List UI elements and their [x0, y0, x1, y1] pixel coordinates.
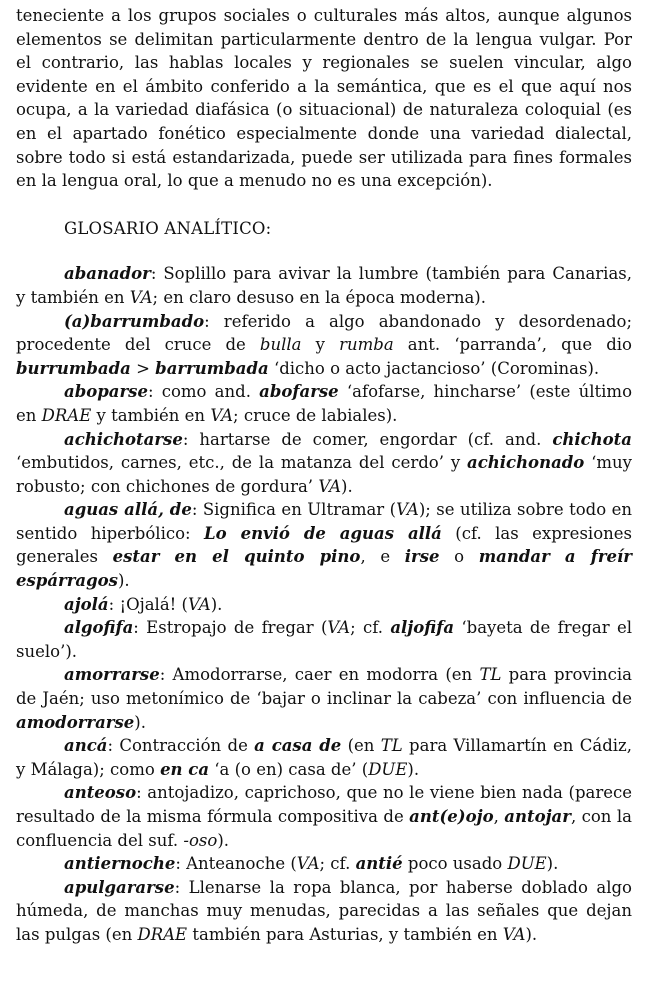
entry-term: algofifa [64, 618, 134, 638]
section-heading: GLOSARIO ANALÍTICO: [64, 218, 272, 238]
glossary-entry: amorrarse: Amodorrarse, caer en modorra (en TL para provincia de Jaén; uso metonímico de ‘bajar o inclinar la cabeza’ con influencia de amodorrarse). [16, 665, 633, 732]
entry-term: achichotarse [64, 429, 183, 449]
entry-term: antiernoche [64, 854, 176, 874]
entry-term: aguas allá, de [64, 500, 192, 520]
entry-term: ancá [64, 736, 108, 756]
entry-term: abanador [64, 264, 151, 284]
entry-term: amorrarse [64, 665, 160, 685]
glossary-entry: anteoso: antojadizo, caprichoso, que no le viene bien nada (parece resultado de la misma fórmula compositiva de ant(e)ojo, antojar, con la confluencia del suf. -oso). [16, 783, 632, 850]
entry-term: aboparse [64, 382, 148, 402]
entry-term: ajolá [64, 594, 109, 614]
glossary-entry: (a)barrumbado: referido a algo abandonado y desordenado; procedente del cruce de bulla y rumba ant. ‘parranda’, que dio burrumbada > barrumbada ‘dicho o acto jactancioso’ (Corominas). [16, 311, 632, 378]
intro-paragraph: teneciente a los grupos sociales o culturales más altos, aunque algunos elementos se delimitan particularmente dentro de la lengua vulgar. Por el contrario, las hablas locales y regionales se suelen vincular, algo evidente en el ámbito conferido a la semántica, que es el que aquí nos ocupa, a la variedad diafásica (o situacional) de naturaleza coloquial (es en el apartado fonético especialmente donde una variedad dialectal, sobre todo si está estandarizada, puede ser utilizada para fines formales en la lengua oral, lo que a menudo no es una excepción). [16, 6, 632, 191]
entry-term: apulgararse [64, 877, 175, 897]
glossary-entry: aboparse: como and. abofarse ‘afofarse, hincharse’ (este último en DRAE y también en VA; cruce de labiales). [16, 382, 633, 425]
glossary-entry: achichotarse: hartarse de comer, engordar (cf. and. chichota ‘embutidos, carnes, etc., de la matanza del cerdo’ y achichonado ‘muy robusto; con chichones de gordura’ VA). [16, 429, 632, 496]
glossary-entry: ajolá: ¡Ojalá! (VA). [64, 594, 223, 614]
entry-term: anteoso [64, 783, 137, 803]
glossary-entry: abanador: Soplillo para avivar la lumbre (también para Canarias, y también en VA; en claro desuso en la época moderna). [16, 264, 632, 307]
glossary-entry: algofifa: Estropajo de fregar (VA; cf. aljofifa ‘bayeta de fregar el suelo’). [16, 618, 633, 661]
glossary-entry: antiernoche: Anteanoche (VA; cf. antié poco usado DUE). [64, 854, 559, 874]
glossary-entry: apulgararse: Llenarse la ropa blanca, por haberse doblado algo húmeda, de manchas muy menudas, parecidas a las señales que dejan las pulgas (en DRAE también para Asturias, y también en VA). [16, 877, 632, 944]
glossary-entry: ancá: Contracción de a casa de (en TL para Villamartín en Cádiz, y Málaga); como en ca ‘a (o en) casa de’ (DUE). [16, 736, 632, 779]
glossary-entry: aguas allá, de: Significa en Ultramar (VA); se utiliza sobre todo en sentido hiperbólico: Lo envió de aguas allá (cf. las expresiones generales estar en el quinto pino, e irse o mandar a freír espárragos). [16, 500, 633, 591]
entry-term: (a)barrumbado [64, 311, 205, 331]
